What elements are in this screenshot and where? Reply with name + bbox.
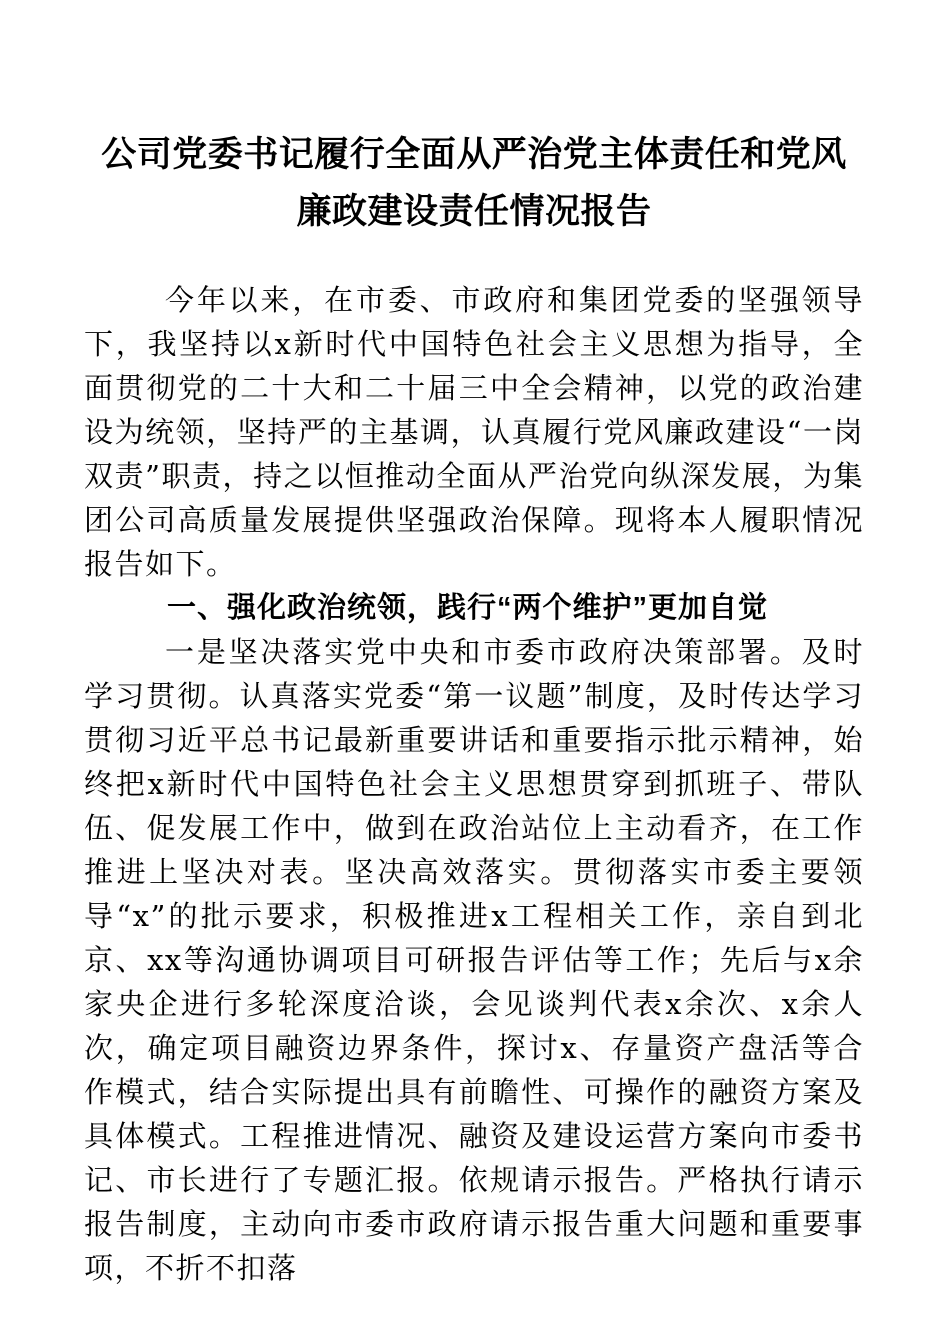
paragraph-section-1: 一是坚决落实党中央和市委市政府决策部署。及时学习贯彻。认真落实党委“第一议题”制度，及时传达学习贯彻习近平总书记最新重要讲话和重要指示批示精神，始终把x新时代中国特色社会主义思想贯穿到抓班子、带队伍、促发展工作中，做到在政治站位上主动看齐，在工作推进上坚决对表。坚决高效落实。贯彻落实市委主要领导“x”的批示要求，积极推进x工程相关工作，亲自到北京、xx等沟通协调项目可研报告评估等工作；先后与x余家央企进行多轮深度洽谈，会见谈判代表x余次、x余人次，确定项目融资边界条件，探讨x、存量资产盘活等合作模式，结合实际提出具有前瞻性、可操作的融资方案及具体模式。工程推进情况、融资及建设运营方案向市委书记、市长进行了专题汇报。依规请示报告。严格执行请示报告制度，主动向市委市政府请示报告重大问题和重要事项，不折不扣落	[84, 635, 864, 1285]
section-heading-1: 一、强化政治统领，践行“两个维护”更加自觉	[167, 592, 769, 624]
paragraph-intro: 今年以来，在市委、市政府和集团党委的坚强领导下，我坚持以x新时代中国特色社会主义思想为指导，全面贯彻党的二十大和二十届三中全会精神，以党的政治建设为统领，坚持严的主基调，认真履行党风廉政建设“一岗双责”职责，持之以恒推动全面从严治党向纵深发展，为集团公司高质量发展提供坚强政治保障。现将本人履职情况报告如下。	[84, 283, 864, 581]
document-title: 公司党委书记履行全面从严治党主体责任和党风廉政建设责任情况报告	[101, 134, 847, 232]
document-body	[84, 126, 864, 1290]
